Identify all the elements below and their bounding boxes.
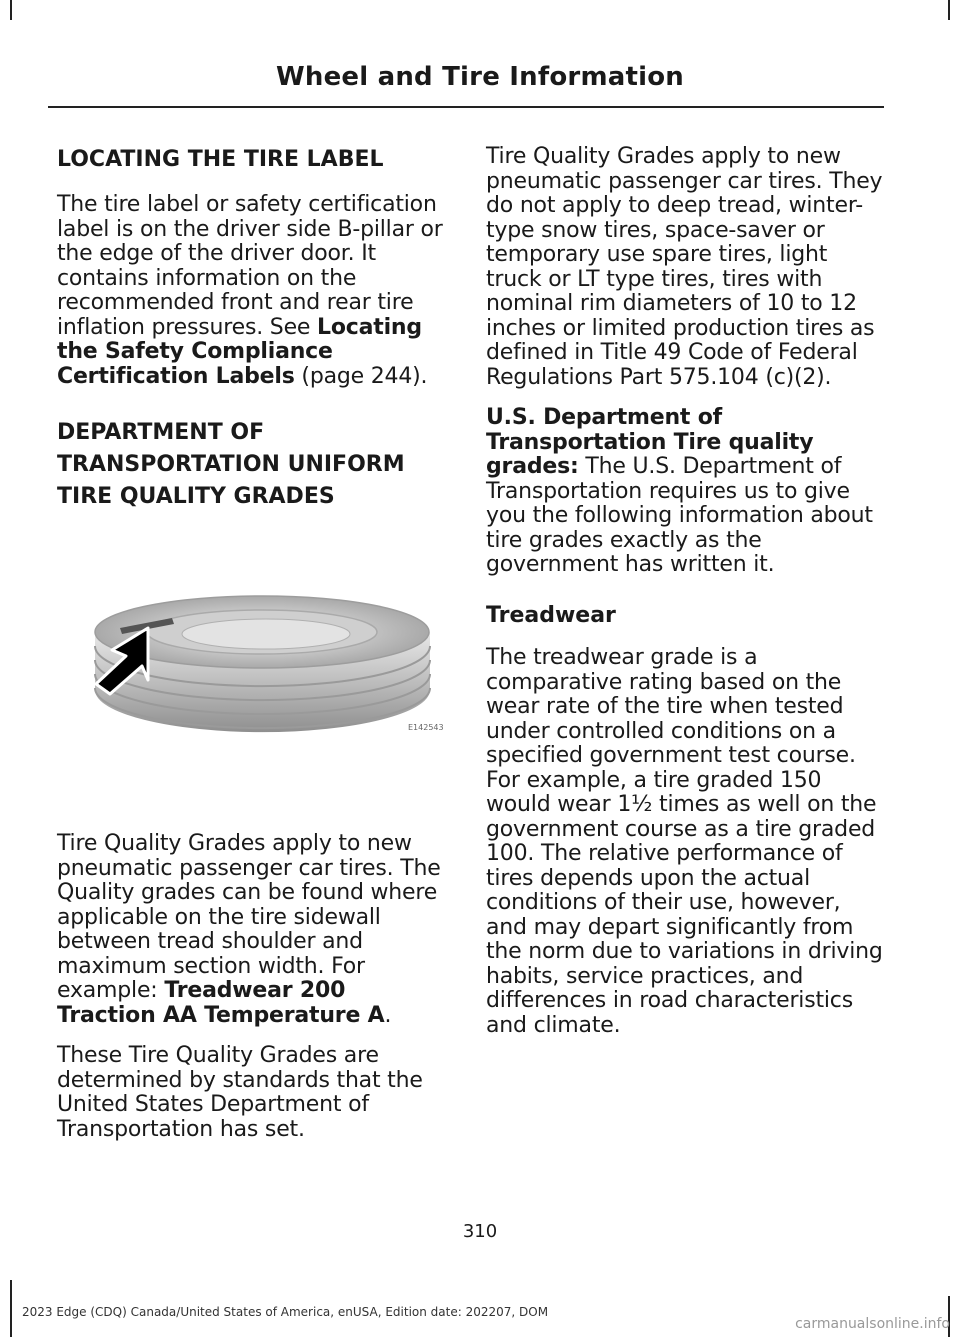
section-heading-uniform	[57, 417, 449, 513]
treadwear-paragraph: The treadwear grade is a comparative rating based on the wear rate of the tire when tested under controlled conditions on a specified government test course. For example, a tire graded 150 would wear 1½ times as well on the government course as a tire graded 100. The relative performance of tires depends upon the actual conditions of their use, however, and may depart significantly from the norm due to variations in driving habits, service practices, and differences in road characteristics and climate.	[486, 645, 883, 1038]
left-column	[57, 145, 449, 513]
locating-text: The tire label or safety certification label is on the driver side B-pillar or the edge of the driver door. It contains information on the recommended front and rear tire inflation pressures. See	[57, 192, 443, 340]
usdot-paragraph	[486, 406, 884, 578]
treadwear-heading: Treadwear	[486, 602, 616, 628]
heading-line-2: TRANSPORTATION UNIFORM	[57, 452, 405, 477]
edition-footer: 2023 Edge (CDQ) Canada/United States of America, enUSA, Edition date: 202207, DOM	[22, 1305, 549, 1319]
safety-labels-link[interactable]: Locating the Safety Compliance Certification Labels	[57, 314, 422, 389]
header-divider	[48, 106, 884, 108]
tire-grades-scope-paragraph: Tire Quality Grades apply to new pneumatic passenger car tires. They do not apply to deep tread, winter-type snow tires, space-saver or temporary use spare tires, light truck or LT type tires, tires with nominal rim diameters of 10 to 12 inches or limited production tires as defined in Title 49 Code of Federal Regulations Part 575.104 (c)(2).	[486, 144, 883, 390]
crop-mark-top-right	[948, 0, 950, 20]
page-header-title: Wheel and Tire Information	[275, 62, 685, 92]
right-column	[486, 145, 884, 1038]
quality-grades-paragraph	[57, 832, 449, 1028]
grade-example-end: .	[384, 1002, 392, 1028]
figure-code: E142543	[408, 723, 444, 732]
usdot-heading: U.S. Department of Transportation Tire quality grades:	[486, 405, 814, 479]
page-reference: (page 244).	[294, 363, 428, 389]
page-number: 310	[462, 1221, 498, 1242]
crop-mark-top-left	[10, 0, 12, 20]
locating-paragraph	[57, 193, 449, 389]
quality-grades-text: Tire Quality Grades apply to new pneumatic passenger car tires. The Quality grades can be found where applicable on the tire sidewall between tread shoulder and maximum section width. For example:	[57, 831, 441, 1003]
usdot-text: The U.S. Department of Transportation requires us to give you the following information about tire grades exactly as the government has written it.	[486, 454, 873, 577]
watermark: carmanualsonline.info	[795, 1316, 950, 1332]
section-heading-locating: LOCATING THE TIRE LABEL	[57, 147, 384, 172]
crop-mark-bottom-left	[10, 1280, 12, 1337]
tire-illustration	[90, 590, 444, 735]
grade-example: Treadwear 200 Traction AA Temperature A	[57, 978, 385, 1028]
heading-line-1: DEPARTMENT OF	[57, 420, 265, 445]
left-column-lower	[57, 832, 449, 1142]
standards-paragraph: These Tire Quality Grades are determined by standards that the United States Department of Transportation has set.	[57, 1043, 423, 1142]
heading-line-3: TIRE QUALITY GRADES	[57, 484, 335, 509]
